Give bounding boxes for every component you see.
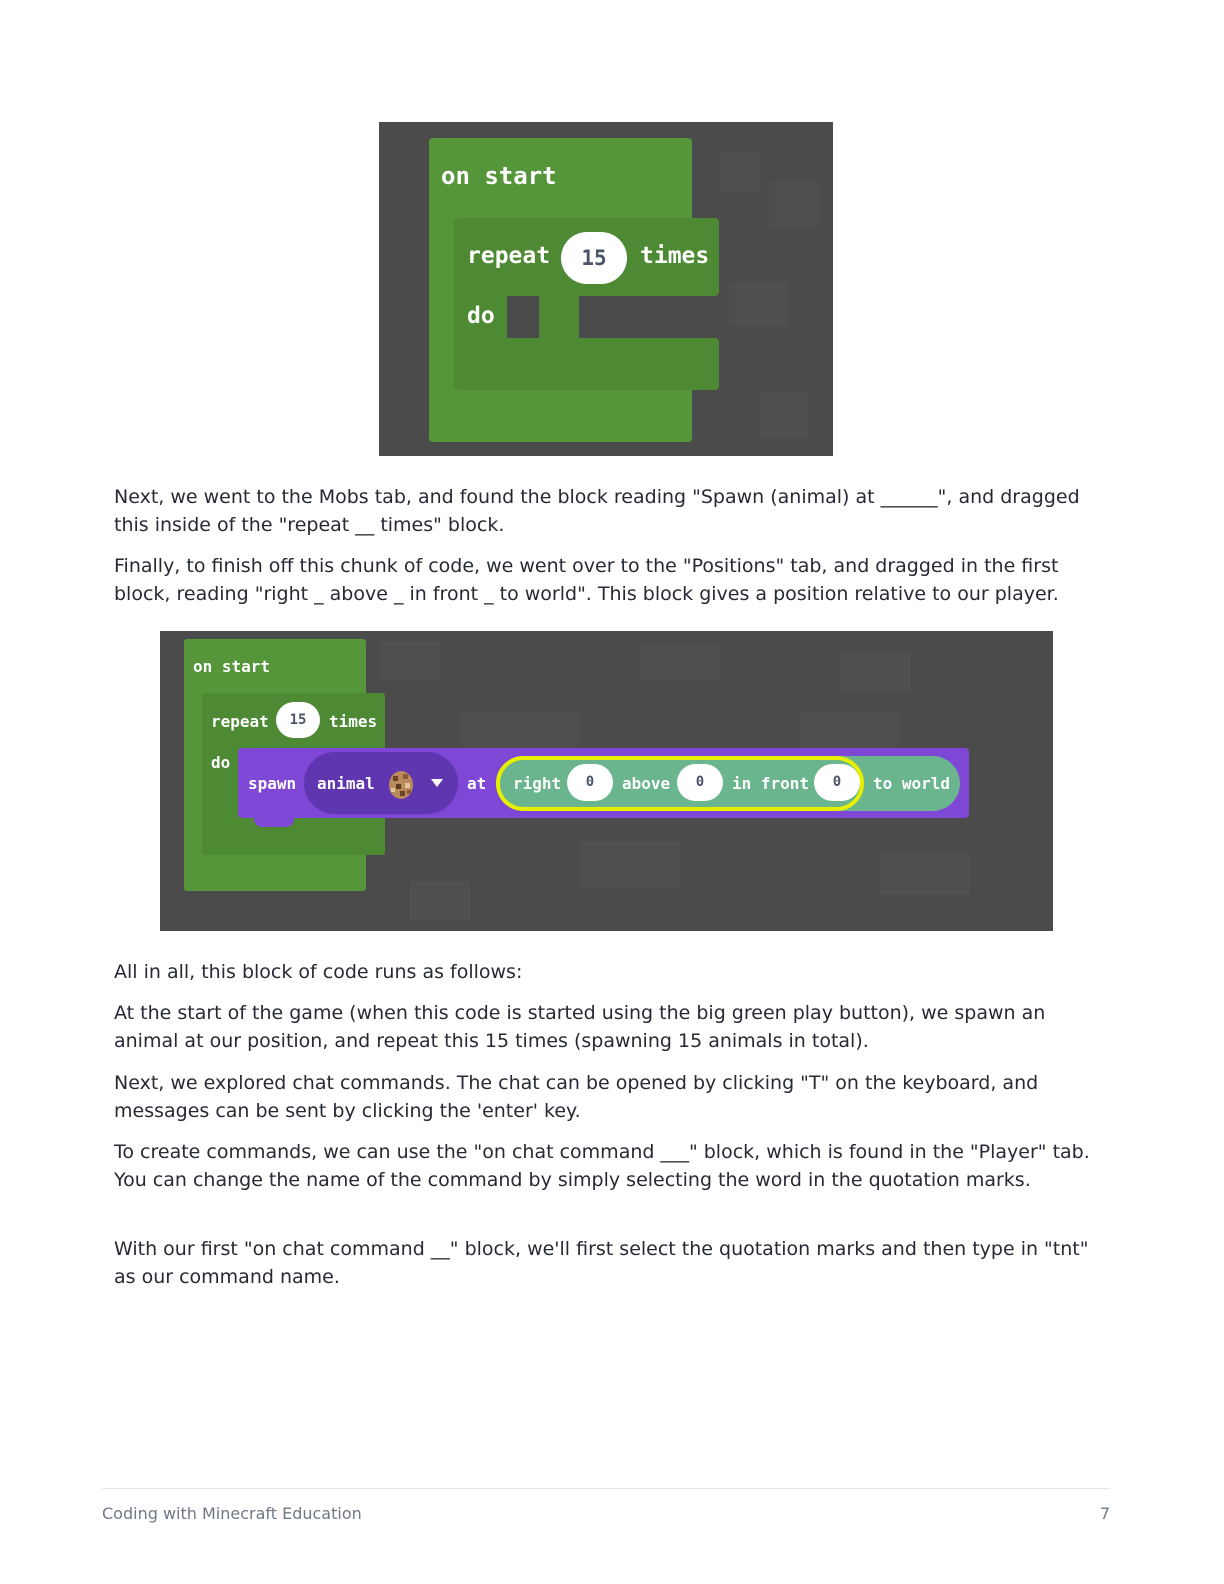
spawn-label: spawn: [248, 774, 297, 793]
in-front-label: in front: [732, 774, 810, 793]
paragraph: At the start of the game (when this code is started using the big green play button), we spawn an animal at our position, and repeat this 15 times (spawning 15 animals in total).: [114, 1002, 1046, 1052]
background-tile: [840, 651, 910, 691]
do-label: do: [211, 753, 231, 772]
paragraph: Finally, to finish off this chunk of code, we went over to the "Positions" tab, and dragged in the first block, reading "right _ above _ in front _ to world". This block gives a position relative to our player.: [114, 555, 1059, 605]
background-tile: [640, 645, 720, 681]
code-screenshot-repeat: [379, 122, 833, 456]
right-input[interactable]: 0: [567, 764, 613, 801]
on-start-label: on start: [441, 162, 557, 190]
times-label: times: [640, 243, 710, 269]
background-tile: [719, 152, 761, 192]
page-number: 7: [1099, 1504, 1110, 1523]
to-world-label: to world: [873, 774, 951, 793]
caret-down-icon[interactable]: [430, 778, 444, 788]
paragraph: To create commands, we can use the "on chat command ___" block, which is found in the "Player" tab. You can change the name of the command by simply selecting the word in the quotation marks.: [114, 1141, 1090, 1191]
spawn-block-notch: [254, 811, 294, 827]
paragraph: With our first "on chat command __" block, we'll first select the quotation marks and then type in "tnt" as our command name.: [114, 1238, 1089, 1288]
background-tile: [800, 711, 900, 751]
paragraph: All in all, this block of code runs as follows:: [114, 961, 523, 983]
slot-notch: [539, 296, 579, 350]
chicken-egg-icon: [386, 768, 416, 800]
background-tile: [380, 641, 440, 681]
above-label: above: [622, 774, 671, 793]
background-tile: [759, 392, 809, 438]
above-input[interactable]: 0: [677, 764, 723, 801]
paragraph: Next, we explored chat commands. The chat can be opened by clicking "T" on the keyboard, and messages can be sent by clicking the 'enter' key.: [114, 1072, 1039, 1122]
repeat-count-input[interactable]: 15: [561, 232, 627, 284]
in-front-input[interactable]: 0: [814, 764, 860, 801]
on-start-label: on start: [193, 657, 271, 676]
times-label: times: [329, 712, 378, 731]
footer-title: Coding with Minecraft Education: [102, 1504, 362, 1523]
repeat-label: repeat: [467, 243, 551, 269]
right-label: right: [513, 774, 562, 793]
background-tile: [880, 851, 970, 895]
animal-label: animal: [317, 774, 375, 793]
background-tile: [580, 841, 680, 889]
background-tile: [410, 881, 470, 921]
footer-divider: [102, 1488, 1110, 1489]
background-tile: [769, 182, 819, 228]
code-screenshot-spawn: [160, 631, 1053, 931]
do-label: do: [467, 303, 495, 329]
repeat-count-input[interactable]: 15: [276, 702, 320, 738]
repeat-block-footer: [454, 338, 719, 390]
background-tile: [729, 282, 789, 326]
at-label: at: [467, 774, 487, 793]
paragraph: Next, we went to the Mobs tab, and found the block reading "Spawn (animal) at ______", and dragged this inside of the "repeat __ times" block.: [114, 486, 1080, 536]
repeat-label: repeat: [211, 712, 269, 731]
